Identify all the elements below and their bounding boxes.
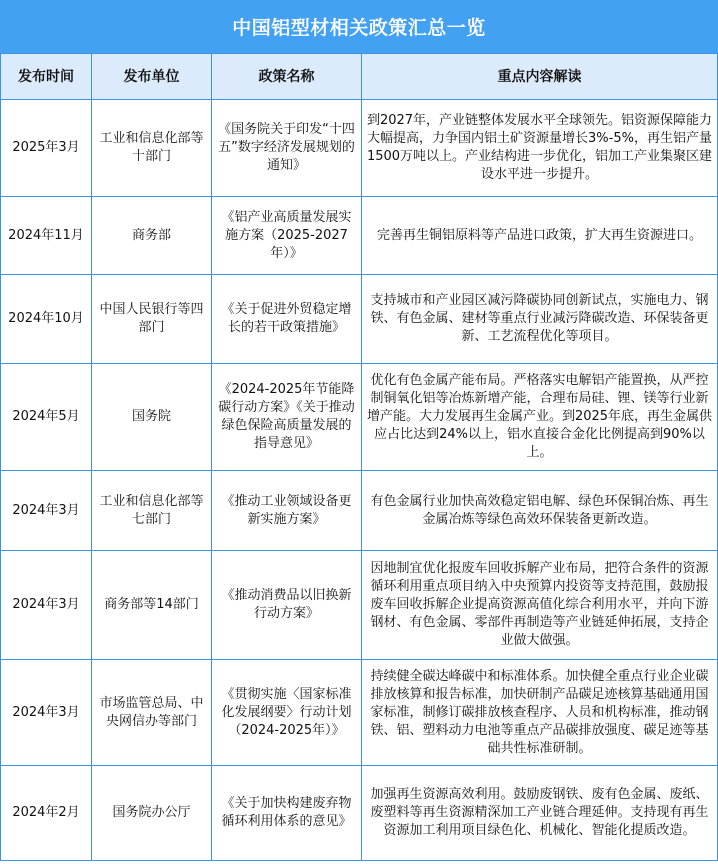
cell-policy: 《关于促进外贸稳定增长的若干政策措施》: [212, 275, 362, 364]
cell-content: 因地制宜优化报废车回收拆解产业布局，把符合条件的资源循环利用重点项目纳入中央预算内投资等支持范围，鼓励报废车回收拆解企业提高资源高值化综合利用水平，并向下游钢材、有色金属、零部件再制造等产业链延伸拓展，支持企业做大做强。: [362, 551, 718, 660]
column-header-issuer: 发布单位: [92, 54, 212, 100]
cell-content: 加强再生资源高效利用。鼓励废钢铁、废有色金属、废纸、废塑料等再生资源精深加工产业链合理延伸。支持现有再生资源加工利用项目绿色化、机械化、智能化提质改造。: [362, 766, 718, 861]
table-row: [1, 551, 718, 660]
table-row: [1, 100, 718, 197]
cell-issuer: 市场监管总局、中央网信办等部门: [92, 660, 212, 766]
cell-content: 有色金属行业加快高效稳定铝电解、绿色环保铜冶炼、再生金属冶炼等绿色高效环保装备更新改造。: [362, 471, 718, 551]
cell-policy: 《关于加快构建废弃物循环利用体系的意见》: [212, 766, 362, 861]
cell-date: 2024年3月: [1, 471, 92, 551]
cell-issuer: 商务部: [92, 197, 212, 275]
column-header-date: 发布时间: [1, 54, 92, 100]
cell-policy: 《贯彻实施〈国家标准化发展纲要〉行动计划（2024-2025年）》: [212, 660, 362, 766]
cell-issuer: 国务院: [92, 364, 212, 471]
cell-issuer: 国务院办公厅: [92, 766, 212, 861]
cell-content: 完善再生铜铝原料等产品进口政策，扩大再生资源进口。: [362, 197, 718, 275]
cell-date: 2024年3月: [1, 551, 92, 660]
table-row: [1, 275, 718, 364]
cell-date: 2024年3月: [1, 660, 92, 766]
cell-issuer: 商务部等14部门: [92, 551, 212, 660]
cell-issuer: 工业和信息化部等七部门: [92, 471, 212, 551]
cell-date: 2025年3月: [1, 100, 92, 197]
policy-table: [0, 53, 718, 861]
cell-policy: 《2024-2025年节能降碳行动方案》《关于推动绿色保险高质量发展的指导意见》: [212, 364, 362, 471]
table-row: [1, 197, 718, 275]
cell-date: 2024年5月: [1, 364, 92, 471]
cell-policy: 《推动工业领域设备更新实施方案》: [212, 471, 362, 551]
cell-issuer: 中国人民银行等四部门: [92, 275, 212, 364]
cell-content: 到2027年，产业链整体发展水平全球领先。铝资源保障能力大幅提高，力争国内铝土矿资源量增长3%-5%，再生铝产量1500万吨以上。产业结构进一步优化，铝加工产业集聚区建设水平进一步提升。: [362, 100, 718, 197]
table-row: [1, 766, 718, 861]
cell-issuer: 工业和信息化部等十部门: [92, 100, 212, 197]
table-header-row: [1, 54, 718, 100]
cell-date: 2024年2月: [1, 766, 92, 861]
table-row: [1, 471, 718, 551]
page-title: 中国铝型材相关政策汇总一览: [0, 0, 718, 53]
column-header-content: 重点内容解读: [362, 54, 718, 100]
table-row: [1, 364, 718, 471]
cell-date: 2024年11月: [1, 197, 92, 275]
cell-content: 优化有色金属产能布局。严格落实电解铝产能置换，从严控制铜氧化铝等冶炼新增产能，合理布局硅、锂、镁等行业新增产能。大力发展再生金属产业。到2025年底，再生金属供应占比达到24%以上，铝水直接合金化比例提高到90%以上。: [362, 364, 718, 471]
cell-policy: 《铝产业高质量发展实施方案（2025-2027年）》: [212, 197, 362, 275]
cell-content: 持续健全碳达峰碳中和标准体系。加快健全重点行业企业碳排放核算和报告标准，加快研制产品碳足迹核算基础通用国家标准，制修订碳排放核查程序、人员和机构标准，推动钢铁、铝、塑料动力电池等重点产品碳排放强度、碳足迹等基础共性标准研制。: [362, 660, 718, 766]
cell-date: 2024年10月: [1, 275, 92, 364]
cell-policy: 《推动消费品以旧换新行动方案》: [212, 551, 362, 660]
cell-policy: 《国务院关于印发“十四五”数字经济发展规划的通知》: [212, 100, 362, 197]
column-header-policy: 政策名称: [212, 54, 362, 100]
table-row: [1, 660, 718, 766]
cell-content: 支持城市和产业园区减污降碳协同创新试点，实施电力、钢铁、有色金属、建材等重点行业减污降碳改造、环保装备更新、工艺流程优化等项目。: [362, 275, 718, 364]
